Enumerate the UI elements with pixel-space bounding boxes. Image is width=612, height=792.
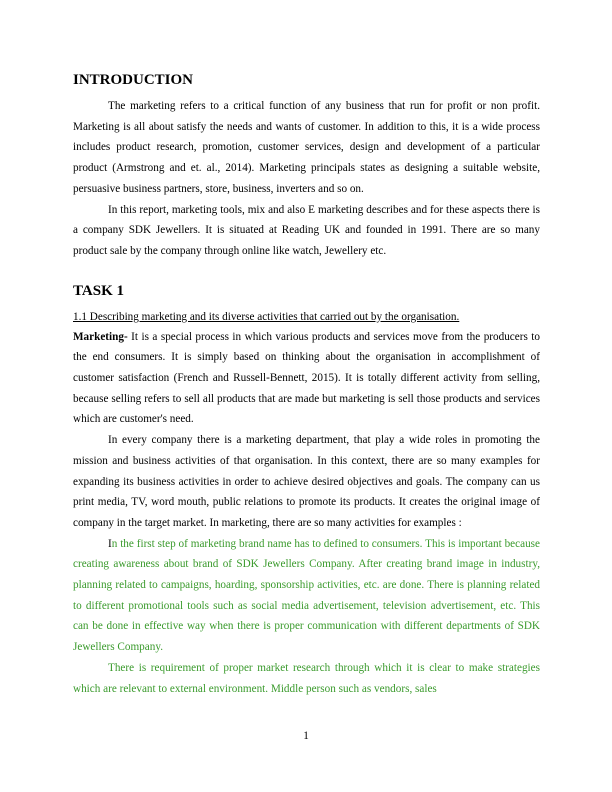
intro-paragraph-1: The marketing refers to a critical function of any business that run for profit or non profit. Marketing is all about satisfy the needs and wants of customer. In addition to this, it is a wide process includes product research, promotion, customer services, design and development of a particular product (Armstrong and et. al., 2014). Marketing principals states as designing a suitable website, persuasive business partners, store, business, inverters and so on. [73, 100, 540, 195]
marketing-term: Marketing- [73, 330, 128, 343]
page-content [73, 70, 540, 699]
task1-paragraph-2: In every company there is a marketing department, that play a wide roles in promoting the mission and business activities of that organisation. In this context, there are so many examples for expanding its business activities in order to achieve desired objectives and goals. The company can us print media, TV, word mouth, public relations to promote its products. It creates the original image of company in the target market. In marketing, there are so many activities for examples : [73, 434, 540, 529]
page-number: 1 [303, 730, 309, 742]
introduction-heading: INTRODUCTION [73, 72, 194, 88]
paragraph-3-green-text: n the first step of marketing brand name has to defined to consumers. This is important because creating awareness about brand of SDK Jewellers Company. After creating brand image in industry, planning related to campaigns, hoarding, sponsorship activities, etc. are done. There is planning related to different promotional tools such as social media advertisement, television advertisement, etc. This can be done in effective way when there is proper communication with different departments of SDK Jewellers Company. [73, 537, 540, 654]
section-spacer [73, 262, 540, 281]
task1-paragraph-1 [73, 327, 540, 431]
task1-paragraph-4: There is requirement of proper market research through which it is clear to make strategies which are relevant to external environment. Middle person such as vendors, sales [73, 661, 540, 695]
marketing-definition: It is a special process in which various products and services move from the producers to the end consumers. It is simply based on thinking about the organisation in accomplishment of customer satisfaction (French and Russell-Bennett, 2015). It is totally different activity from selling, because selling refers to sell all products that are made but marketing is sell those products and services which are customer's need. [73, 330, 540, 426]
task1-subheading: 1.1 Describing marketing and its diverse activities that carried out by the organisation. [73, 310, 460, 323]
task1-heading: TASK 1 [73, 282, 124, 299]
paragraph-3-initial: I [108, 537, 112, 550]
task1-paragraph-3 [73, 534, 540, 658]
intro-paragraph-2: In this report, marketing tools, mix and also E marketing describes and for these aspects there is a company SDK Jewellers. It is situated at Reading UK and founded in 1991. There are so many product sale by the company through online like watch, Jewellery etc. [73, 203, 540, 257]
